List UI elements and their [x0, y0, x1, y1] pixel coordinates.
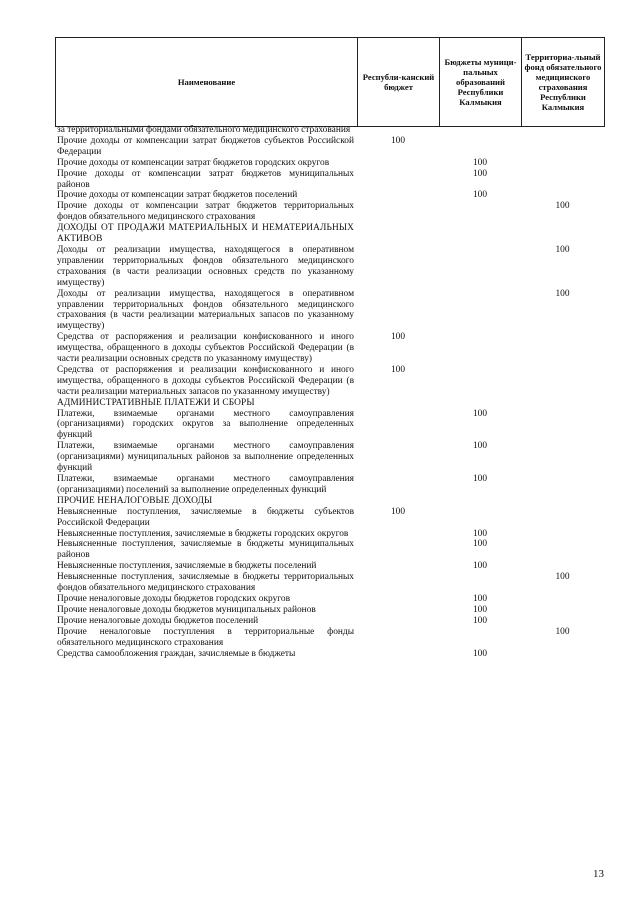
row-name: Прочие доходы от компенсации затрат бюджетов поселений	[57, 190, 298, 201]
value-republic	[357, 158, 439, 169]
value-republic	[357, 190, 439, 201]
value-republic: 100	[390, 506, 406, 517]
header-name: Наименование	[56, 38, 358, 127]
value-fund	[521, 398, 604, 409]
row-name: Невыясненные поступления, зачисляемые в бюджеты городских округов	[57, 528, 349, 539]
value-fund	[521, 616, 604, 627]
row-name: Средства от распоряжения и реализации конфискованного и иного имущества, обращенного в доходы субъектов Российской Федерации (в части реализации основных средств по указанному имуществу)	[57, 332, 354, 365]
row-name: Прочие неналоговые доходы бюджетов муниципальных районов	[57, 604, 316, 615]
value-republic	[357, 223, 439, 245]
row-name: Прочие доходы от компенсации затрат бюджетов субъектов Российской Федерации	[57, 135, 354, 157]
value-municipal: 100	[472, 539, 488, 550]
table-row	[55, 245, 604, 289]
value-municipal: 100	[472, 441, 488, 452]
value-municipal: 100	[472, 528, 488, 539]
row-name: Невыясненные поступления, зачисляемые в бюджеты муниципальных районов	[57, 539, 354, 561]
row-name: Средства от распоряжения и реализации конфискованного и иного имущества, обращенного в доходы субъектов Российской Федерации (в части реализации материальных запасов по указанному имуществу)	[57, 364, 354, 397]
row-name: Прочие доходы от компенсации затрат бюджетов территориальных фондов обязательного медицинского страхования	[57, 201, 354, 223]
table-body	[55, 125, 604, 659]
table-row	[55, 507, 604, 529]
value-republic	[357, 496, 439, 507]
value-republic	[357, 474, 439, 496]
value-fund	[521, 496, 604, 507]
value-fund	[521, 125, 604, 136]
table-row	[55, 616, 604, 627]
value-republic: 100	[390, 135, 406, 146]
row-name: Доходы от реализации имущества, находящегося в оперативном управлении территориальных фондов обязательного медицинского страхования (в части реализации основных средств по указанному имуществу)	[57, 244, 354, 288]
row-name: Прочие доходы от компенсации затрат бюджетов муниципальных районов	[57, 168, 354, 190]
value-republic	[357, 572, 439, 594]
value-fund: 100	[555, 244, 570, 255]
row-name: Платежи, взимаемые органами местного самоуправления (организациями) муниципальных районов за выполнение определенных функций	[57, 441, 354, 474]
value-republic	[357, 529, 439, 540]
value-municipal: 100	[472, 408, 488, 419]
table-row	[55, 649, 604, 660]
row-name: Прочие неналоговые доходы бюджетов городских округов	[57, 593, 291, 604]
value-municipal	[439, 201, 521, 223]
table-row	[55, 627, 604, 649]
table-row	[55, 529, 604, 540]
value-republic	[357, 627, 439, 649]
table-row	[55, 201, 604, 223]
value-municipal	[439, 223, 521, 245]
value-fund	[521, 169, 604, 191]
table-row	[55, 474, 604, 496]
value-fund: 100	[555, 288, 570, 299]
value-fund	[521, 561, 604, 572]
value-republic: 100	[390, 364, 406, 375]
value-municipal	[439, 627, 521, 649]
value-fund: 100	[555, 201, 570, 212]
row-name: Невыясненные поступления, зачисляемые в бюджеты территориальных фондов обязательного медицинского страхования	[57, 572, 354, 594]
table-row	[55, 158, 604, 169]
table-row	[55, 496, 604, 507]
row-name: Невыясненные поступления, зачисляемые в бюджеты субъектов Российской Федерации	[57, 506, 354, 528]
value-municipal: 100	[472, 561, 488, 572]
value-fund	[521, 594, 604, 605]
table-row	[55, 398, 604, 409]
value-municipal	[439, 496, 521, 507]
value-republic	[357, 594, 439, 605]
row-name: Платежи, взимаемые органами местного самоуправления (организациями) поселений за выполнение определенных функций	[57, 474, 354, 495]
value-fund	[521, 136, 604, 158]
table-row	[55, 136, 604, 158]
table-row	[55, 561, 604, 572]
value-municipal	[439, 398, 521, 409]
value-republic	[357, 409, 439, 442]
value-municipal: 100	[472, 648, 488, 659]
table-row	[55, 169, 604, 191]
value-fund	[521, 649, 604, 660]
table-row	[55, 223, 604, 245]
row-name: Средства самообложения граждан, зачисляемые в бюджеты	[57, 648, 296, 659]
table-row	[55, 332, 604, 365]
row-name: Прочие доходы от компенсации затрат бюджетов городских округов	[57, 157, 330, 168]
table-header	[55, 37, 605, 127]
value-municipal: 100	[472, 615, 488, 626]
value-republic	[357, 398, 439, 409]
value-municipal	[439, 572, 521, 594]
value-republic: 100	[390, 332, 406, 343]
row-name: Невыясненные поступления, зачисляемые в бюджеты поселений	[57, 561, 317, 572]
table-row	[55, 125, 604, 136]
value-republic	[357, 616, 439, 627]
row-name: Прочие неналоговые доходы бюджетов поселений	[57, 615, 259, 626]
section-heading: ПРОЧИЕ НЕНАЛОГОВЫЕ ДОХОДЫ	[57, 495, 213, 506]
value-municipal: 100	[472, 190, 488, 201]
value-republic	[357, 289, 439, 333]
table-row	[55, 605, 604, 616]
value-fund	[521, 605, 604, 616]
value-municipal: 100	[472, 168, 488, 179]
table-row	[55, 409, 604, 442]
value-fund	[521, 529, 604, 540]
value-fund	[521, 158, 604, 169]
value-republic	[357, 245, 439, 289]
value-fund	[521, 539, 604, 561]
value-fund	[521, 223, 604, 245]
value-fund: 100	[555, 626, 570, 637]
table-row	[55, 572, 604, 594]
value-republic	[357, 561, 439, 572]
value-republic	[357, 605, 439, 616]
value-municipal	[439, 507, 521, 529]
row-name: Доходы от реализации имущества, находящегося в оперативном управлении территориальных фондов обязательного медицинского страхования (в части реализации материальных запасов по указанному имуществу)	[57, 288, 354, 332]
value-municipal	[439, 332, 521, 365]
value-fund	[521, 507, 604, 529]
value-municipal: 100	[472, 474, 488, 484]
header-municipal-budgets: Бюджеты муници-пальных образований Республики Калмыкия	[440, 38, 522, 127]
value-fund	[521, 409, 604, 442]
value-municipal	[439, 245, 521, 289]
value-republic	[357, 441, 439, 474]
section-heading: АДМИНИСТРАТИВНЫЕ ПЛАТЕЖИ И СБОРЫ	[57, 397, 255, 408]
value-municipal	[439, 289, 521, 333]
value-republic	[357, 649, 439, 660]
row-name: за территориальными фондами обязательного медицинского страхования	[57, 125, 351, 135]
table-row	[55, 441, 604, 474]
header-territorial-fund: Территориа-льный фонд обязательного медицинского страхования Республики Калмыкия	[522, 38, 605, 127]
page-number: 13	[593, 868, 604, 880]
table-row	[55, 539, 604, 561]
table-row	[55, 289, 604, 333]
header-republic-budget: Республи-канский бюджет	[358, 38, 440, 127]
row-name: Прочие неналоговые поступления в территориальные фонды обязательного медицинского страхования	[57, 626, 354, 648]
value-municipal	[439, 125, 521, 136]
value-municipal	[439, 365, 521, 398]
value-fund	[521, 441, 604, 474]
value-fund	[521, 474, 604, 496]
table-row	[55, 190, 604, 201]
table-row	[55, 594, 604, 605]
value-municipal: 100	[472, 593, 488, 604]
table-row	[55, 365, 604, 398]
value-republic	[357, 539, 439, 561]
value-republic	[357, 125, 439, 136]
value-fund	[521, 190, 604, 201]
value-municipal: 100	[472, 604, 488, 615]
value-republic	[357, 201, 439, 223]
value-municipal: 100	[472, 157, 488, 168]
section-heading: ДОХОДЫ ОТ ПРОДАЖИ МАТЕРИАЛЬНЫХ И НЕМАТЕРИАЛЬНЫХ АКТИВОВ	[57, 223, 354, 245]
value-fund: 100	[555, 572, 570, 583]
value-fund	[521, 365, 604, 398]
value-municipal	[439, 136, 521, 158]
value-fund	[521, 332, 604, 365]
row-name: Платежи, взимаемые органами местного самоуправления (организациями) городских округов за выполнение определенных функций	[57, 408, 354, 441]
value-republic	[357, 169, 439, 191]
